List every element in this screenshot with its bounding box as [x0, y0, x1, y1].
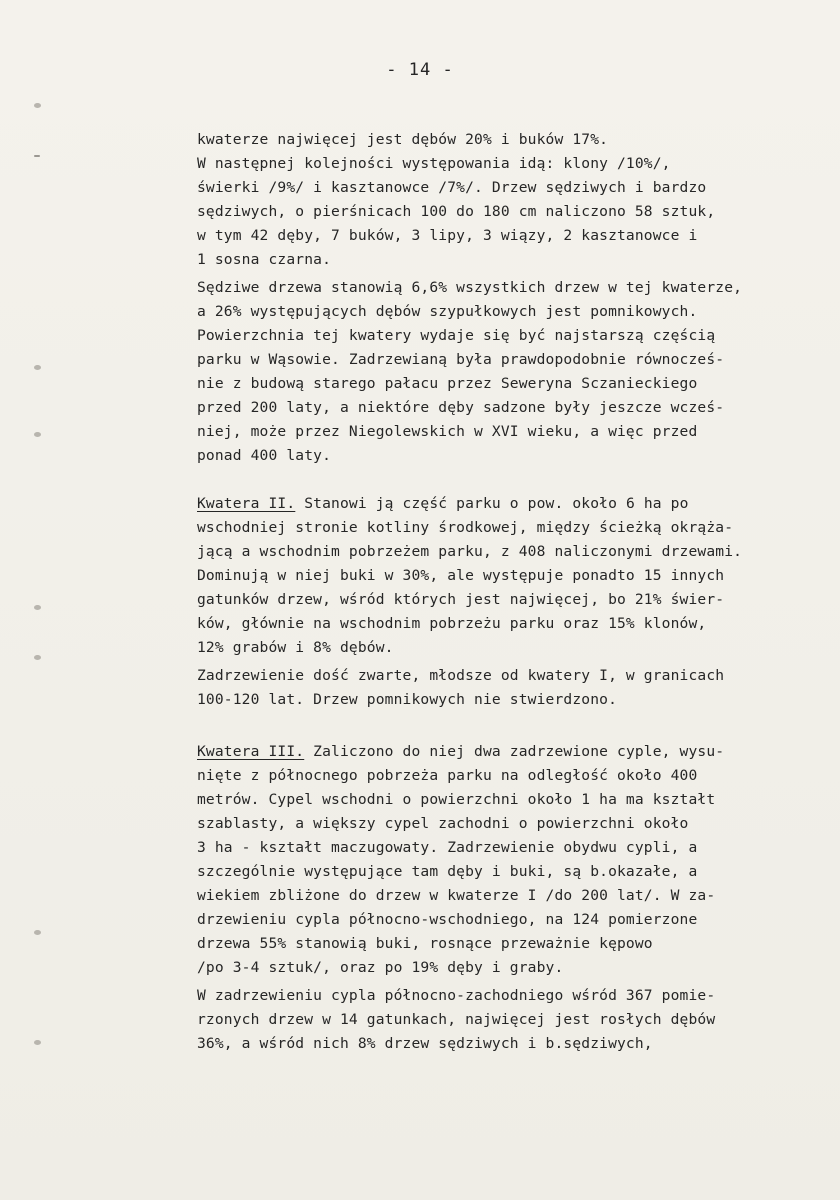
- text-line: szczególnie występujące tam dęby i buki, są b.okazałe, a: [197, 863, 698, 880]
- text-line: rzonych drzew w 14 gatunkach, najwięcej jest rosłych dębów: [197, 1011, 716, 1028]
- text-line: kwaterze najwięcej jest dębów 20% i buków 17%.: [197, 131, 609, 148]
- text-line: metrów. Cypel wschodni o powierzchni około 1 ha ma kształt: [197, 791, 716, 808]
- text-line: ponad 400 laty.: [197, 447, 332, 464]
- text-line: Powierzchnia tej kwatery wydaje się być najstarszą częścią: [197, 327, 716, 344]
- paragraph-kwatera-3-first-line: [197, 745, 724, 760]
- text-line: W zadrzewieniu cypla północno-zachodniego wśród 367 pomie-: [197, 987, 716, 1004]
- text-line: wiekiem zbliżone do drzew w kwaterze I /do 200 lat/. W za-: [197, 887, 716, 904]
- text-line: Stanowi ją część parku o pow. około 6 ha po: [304, 495, 689, 512]
- punch-hole-mark: [34, 103, 41, 108]
- page-number: - 14 -: [386, 60, 454, 80]
- punch-hole-mark: [34, 155, 40, 157]
- punch-hole-mark: [34, 605, 41, 610]
- text-line: nie z budową starego pałacu przez Seweryna Sczanieckiego: [197, 375, 698, 392]
- text-line: sędziwych, o pierśnicach 100 do 180 cm naliczono 58 sztuk,: [197, 203, 716, 220]
- text-line: drzewieniu cypla północno-wschodniego, na 124 pomierzone: [197, 911, 698, 928]
- text-line: 100-120 lat. Drzew pomnikowych nie stwierdzono.: [197, 691, 618, 708]
- text-line: Dominują w niej buki w 30%, ale występuje ponadto 15 innych: [197, 567, 725, 584]
- punch-hole-mark: [34, 655, 41, 660]
- heading-kwatera-3: Kwatera III.: [197, 743, 305, 760]
- text-line: świerki /9%/ i kasztanowce /7%/. Drzew sędziwych i bardzo: [197, 179, 707, 196]
- punch-hole-mark: [34, 432, 41, 437]
- text-line: ków, głównie na wschodnim pobrzeżu parku oraz 15% klonów,: [197, 615, 707, 632]
- text-line: 3 ha - kształt maczugowaty. Zadrzewienie obydwu cypli, a: [197, 839, 698, 856]
- text-line: Zaliczono do niej dwa zadrzewione cyple, wysu-: [313, 743, 725, 760]
- punch-hole-mark: [34, 365, 41, 370]
- punch-hole-mark: [34, 1040, 41, 1045]
- text-line: przed 200 laty, a niektóre dęby sadzone były jeszcze wcześ-: [197, 399, 725, 416]
- paragraph-kwatera-2-first-line: [197, 497, 689, 512]
- text-line: nięte z północnego pobrzeża parku na odległość około 400: [197, 767, 698, 784]
- text-line: a 26% występujących dębów szypułkowych jest pomnikowych.: [197, 303, 698, 320]
- text-line: niej, może przez Niegolewskich w XVI wieku, a więc przed: [197, 423, 698, 440]
- text-line: drzewa 55% stanowią buki, rosnące przeważnie kępowo: [197, 935, 653, 952]
- text-line: /po 3-4 sztuk/, oraz po 19% dęby i graby.: [197, 959, 564, 976]
- text-line: szablasty, a większy cypel zachodni o powierzchni około: [197, 815, 689, 832]
- text-line: 36%, a wśród nich 8% drzew sędziwych i b.sędziwych,: [197, 1035, 653, 1052]
- text-line: Zadrzewienie dość zwarte, młodsze od kwatery I, w granicach: [197, 667, 725, 684]
- text-line: w tym 42 dęby, 7 buków, 3 lipy, 3 wiązy, 2 kasztanowce i: [197, 227, 698, 244]
- text-line: jącą a wschodnim pobrzeżem parku, z 408 naliczonymi drzewami.: [197, 543, 743, 560]
- text-line: 1 sosna czarna.: [197, 251, 332, 268]
- text-line: wschodniej stronie kotliny środkowej, między ścieżką okrąża-: [197, 519, 734, 536]
- text-line: 12% grabów i 8% dębów.: [197, 639, 394, 656]
- heading-kwatera-2: Kwatera II.: [197, 495, 296, 512]
- text-line: parku w Wąsowie. Zadrzewianą była prawdopodobnie równocześ-: [197, 351, 725, 368]
- text-line: gatunków drzew, wśród których jest najwięcej, bo 21% świer-: [197, 591, 725, 608]
- punch-hole-mark: [34, 930, 41, 935]
- text-line: W następnej kolejności występowania idą: klony /10%/,: [197, 155, 671, 172]
- text-line: Sędziwe drzewa stanowią 6,6% wszystkich drzew w tej kwaterze,: [197, 279, 743, 296]
